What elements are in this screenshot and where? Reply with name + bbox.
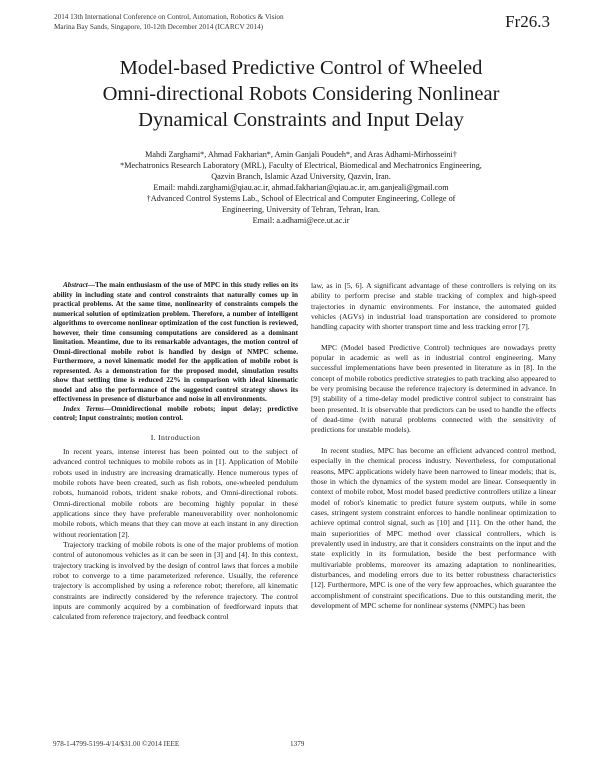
author-names: Mahdi Zarghami*, Ahmad Fakharian*, Amin Ganjali Poudeh*, and Aras Adhami-Mirhosseini†	[145, 150, 457, 159]
page-number: 1379	[290, 740, 305, 748]
section-heading-introduction: I. Introduction	[150, 432, 201, 442]
affiliation-2-line-1: †Advanced Control Systems Lab., School of Electrical and Computer Engineering, College of	[146, 194, 456, 203]
left-column	[53, 281, 298, 623]
affiliation-1-line-1: *Mechatronics Research Laboratory (MRL), Faculty of Electrical, Biomedical and Mechatronics Engineering,	[120, 161, 482, 170]
title-line-3: Dynamical Constraints and Input Delay	[138, 109, 464, 131]
email-2: Email: a.adhami@ece.ut.ac.ir	[252, 216, 350, 225]
email-1: Email: mahdi.zarghami@qiau.ac.ir, ahmad.fakharian@qiau.ac.ir, am.ganjeali@gmail.com	[153, 183, 449, 192]
footer-isbn: 978-1-4799-5199-4/14/$31.00 ©2014 IEEE	[53, 740, 180, 748]
affiliation-1-line-2: Qazvin Branch, Islamic Azad University, Qazvin, Iran.	[211, 172, 391, 181]
author-block	[56, 149, 546, 226]
right-paragraph-2: MPC (Model based Predictive Control) techniques are nowadays pretty popular in academic as well as in industrial control engineering. Many successful implementations have been presented in literature as in [8]. In the concept of mobile robotics predictive strategies to path tracking also appeared to be very promising because the reference trajectory is determined in advance. In [9] stability of a time-delay model predictive control subject to constraint has been presented. It is observable that predictors can be used to handle the effects of dead-time (with natural problems connected with the sensitivity of predictions for unstable models).	[311, 342, 556, 435]
conference-header	[54, 12, 284, 32]
conference-line-2: Marina Bay Sands, Singapore, 10-12th December 2014 (ICARCV 2014)	[54, 23, 264, 31]
right-column	[311, 281, 556, 611]
index-terms-text: —Omnidirectional mobile robots; input delay; predictive control; Input constraints; motion control.	[53, 404, 298, 422]
right-paragraph-1: law, as in [5, 6]. A significant advantage of these controllers is relying on its ability to perform precise and stable tracking of complex and high-speed trajectories in dynamic environments. For instance, the automated guided vehicles (AGVs) in industrial load transportation are considered to promote handling capacity with shorter transport time and less tracking error [7].	[311, 281, 556, 332]
abstract-text: —The main enthusiasm of the use of MPC in this study relies on its ability in including state and control constraints that naturally comes up in practical problems. At the same time, nonlinearity of constraints compels the numerical solution of optimization problem. Therefore, a number of intelligent algorithms to overcome nonlinear optimization of the cost function is reviewed, however, their time consuming computations are considered as a dominant limitation. Meantime, due to its remarkable advantages, the motion control of Omni-directional mobile robot is handled by design of NMPC scheme. Furthermore, a novel kinematic model for the application of mobile robot is represented. As a demonstration for the proposed model, simulation results show that settling time is reduced 22% in comparison with ideal kinematic model and also the performance of the suggested control strategy shows its effectiveness in presence of disturbance and noise in all environments.	[53, 281, 298, 403]
title-line-2: Omni-directional Robots Considering Nonlinear	[102, 83, 500, 105]
affiliation-2-line-2: Engineering, University of Tehran, Tehran, Iran.	[222, 205, 380, 214]
abstract	[53, 281, 298, 405]
abstract-lead: Abstract	[63, 281, 88, 289]
conference-line-1: 2014 13th International Conference on Control, Automation, Robotics & Vision	[54, 13, 284, 21]
index-terms	[53, 405, 298, 424]
paper-id: Fr26.3	[505, 12, 550, 31]
intro-paragraph-1: In recent years, intense interest has been pointed out to the subject of advanced control techniques to mobile robots as in [1]. Application of Mobile robots used in industry are increasing dramatically. Hence numerous types of mobile robots have been created, such as fish robots, one-wheeled pendulum robots, humanoid robots, trident snake robots, and Omni-directional robots. Omni-directional mobile robots are becoming highly popular in these applications since they have preferable maneuverability over nonholonomic mobile robots, which means that they can move at each instant in any direction without reorientation [2].	[53, 446, 298, 539]
right-paragraph-3: In recent studies, MPC has become an efficient advanced control method, especially in the chemical process industry. Nevertheless, for computational reasons, MPC applications widely have been narrowed to linear models; that is, those in which the dynamics of the system model are linear. Consequently in context of mobile robot, Most model based predictive controllers utilize a linear model of robot's kinematic to predict future system outputs, while in some cases, stringent system constraint enforces to handle nonlinear optimization to achieve optimal control signal, such as [10] and [11]. On the other hand, the main superiorities of MPC method over classical controllers, which is prevalently used in industry, are that it considers constraints on the input and the state explicitly in its formulation, beside the best performance with multivariable problems, moreover its amazing adaptation to nonlinearities, disturbances, and modeling errors due to its better robustness characteristics [12]. Furthermore, MPC is one of the very few approaches, which guarantee the accomplishment of constraint specifications. Due to this outstanding merit, the development of MPC scheme for nonlinear systems (NMPC) has been	[311, 445, 556, 610]
index-terms-lead: Index Terms	[63, 404, 104, 413]
title-line-1: Model-based Predictive Control of Wheeled	[119, 57, 483, 79]
paper-title	[56, 55, 546, 133]
intro-paragraph-2: Trajectory tracking of mobile robots is one of the major problems of motion control of autonomous vehicles as it can be seen in [3] and [4]. In this context, trajectory tracking is involved by the design of control laws that forces a mobile robot to converge to a time parameterized reference. Usually, the reference trajectory is accomplished by using a reference robot; therefore, all kinematic constraints are indirectly considered by the reference trajectory. The control inputs are commonly acquired by a combination of feedforward inputs that calculated from reference trajectory, and feedback control	[53, 539, 298, 622]
